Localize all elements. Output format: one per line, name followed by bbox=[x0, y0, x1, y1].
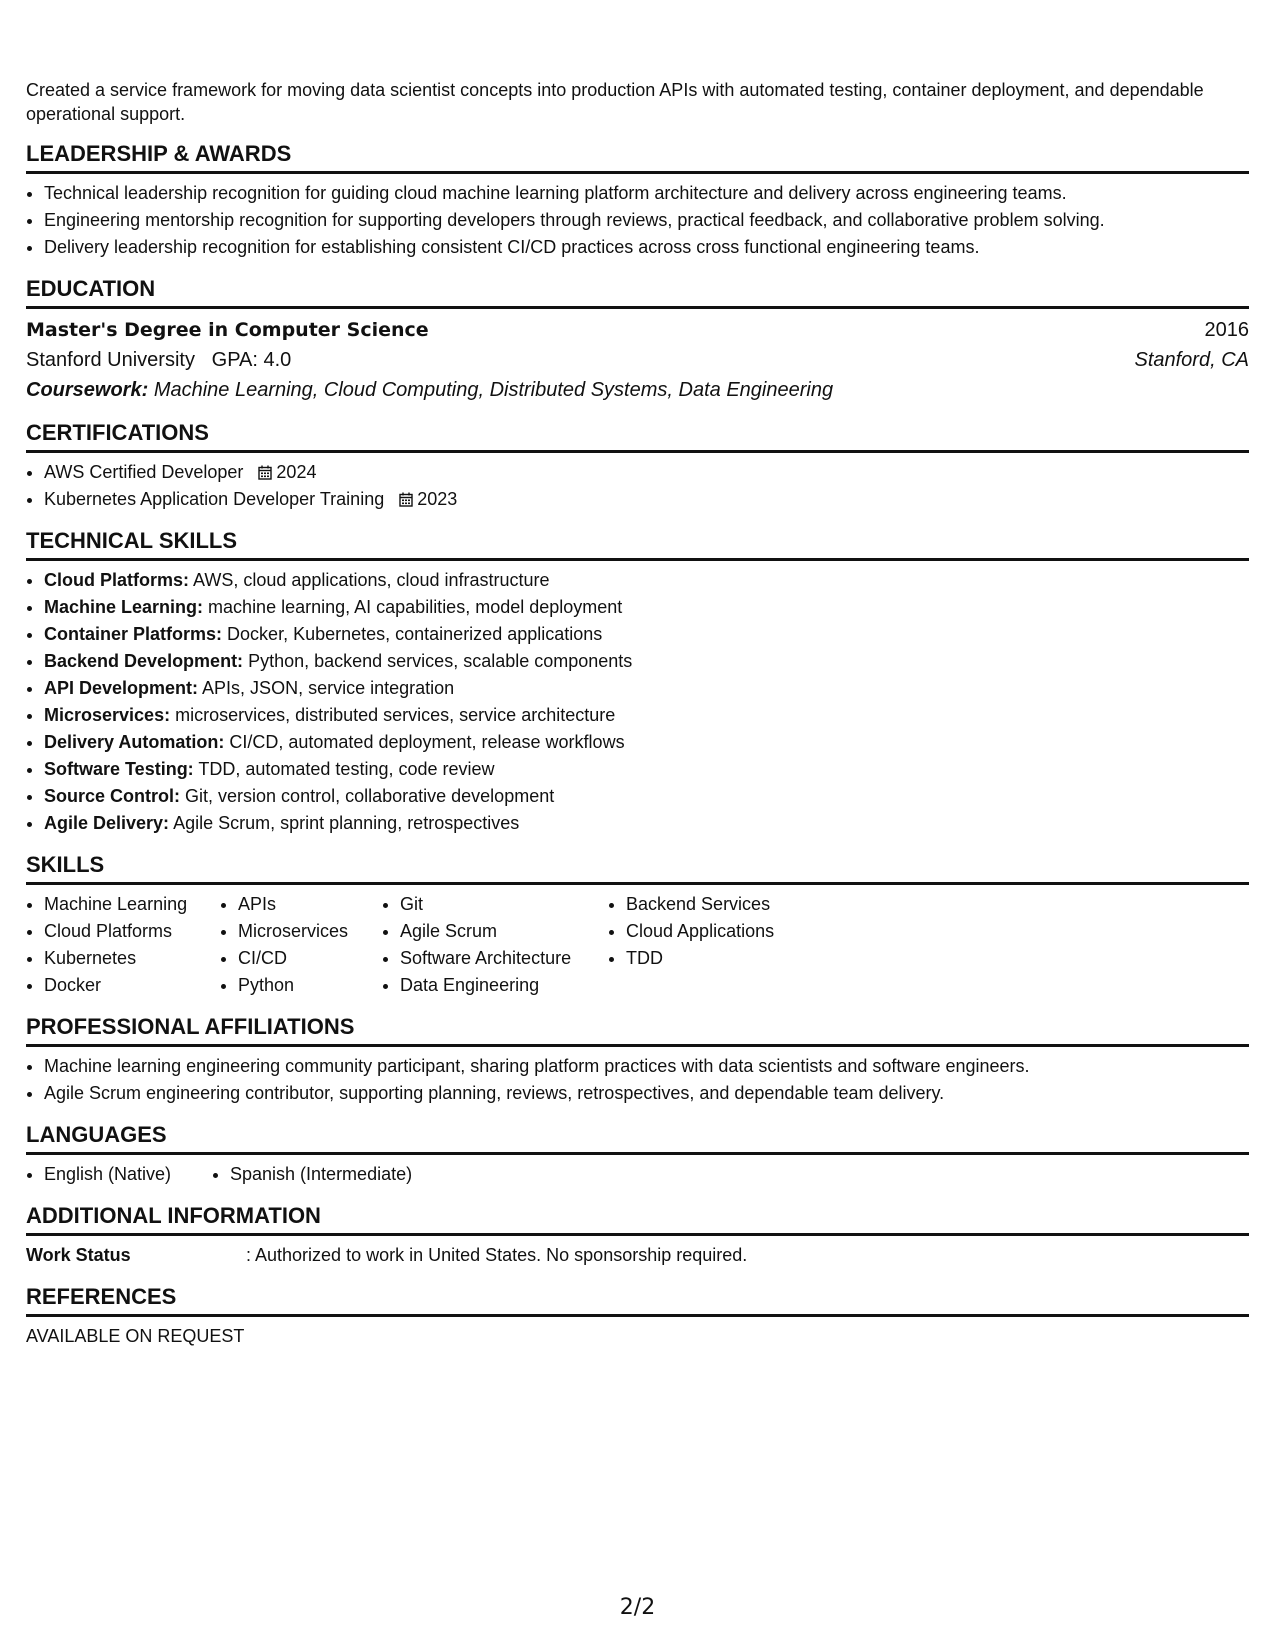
cert-name: AWS Certified Developer bbox=[44, 462, 244, 482]
skill-category: Software Testing: bbox=[44, 759, 194, 779]
skills-column bbox=[608, 891, 774, 999]
list-item: • Technical leadership recognition for guiding cloud machine learning platform architecture and delivery across engineering teams. bbox=[44, 180, 1249, 207]
list-item bbox=[44, 567, 1249, 594]
list-item: • Python bbox=[238, 972, 382, 999]
list-item: • Agile Scrum engineering contributor, supporting planning, reviews, retrospectives, and dependable team delivery. bbox=[44, 1080, 1249, 1107]
list-item: • Engineering mentorship recognition for supporting developers through reviews, practical feedback, and collaborative problem solving. bbox=[44, 207, 1249, 234]
language-list bbox=[26, 1161, 212, 1188]
skill-category: Agile Delivery: bbox=[44, 813, 170, 833]
school-info bbox=[26, 345, 291, 375]
section-title: SKILLS bbox=[26, 851, 1249, 885]
leadership-list bbox=[26, 180, 1249, 261]
section-title: PROFESSIONAL AFFILIATIONS bbox=[26, 1013, 1249, 1047]
list-item: • Git bbox=[400, 891, 608, 918]
list-item: • APIs bbox=[238, 891, 382, 918]
references-section bbox=[26, 1283, 1249, 1350]
list-item bbox=[44, 729, 1249, 756]
languages-section bbox=[26, 1121, 1249, 1188]
list-item bbox=[44, 756, 1249, 783]
skills-grid bbox=[26, 891, 1249, 999]
list-item: • Docker bbox=[44, 972, 220, 999]
leadership-section bbox=[26, 140, 1249, 261]
list-item: • Machine Learning bbox=[44, 891, 220, 918]
skill-values: Git, version control, collaborative development bbox=[185, 786, 555, 806]
gpa: GPA: 4.0 bbox=[211, 349, 292, 371]
list-item: • Delivery leadership recognition for establishing consistent CI/CD practices across cross functional engineering teams. bbox=[44, 234, 1249, 261]
list-item: • TDD bbox=[626, 945, 774, 972]
technical-skills-list bbox=[26, 567, 1249, 837]
skills-column bbox=[220, 891, 382, 999]
list-item: • Data Engineering bbox=[400, 972, 608, 999]
skill-category: Cloud Platforms: bbox=[44, 570, 190, 590]
list-item bbox=[44, 675, 1249, 702]
calendar-icon bbox=[258, 465, 272, 480]
list-item: • Cloud Platforms bbox=[44, 918, 220, 945]
skill-values: APIs, JSON, service integration bbox=[202, 678, 455, 698]
coursework-label: Coursework: bbox=[26, 379, 149, 401]
coursework-list: Machine Learning, Cloud Computing, Distributed Systems, Data Engineering bbox=[153, 379, 834, 401]
affiliations-section bbox=[26, 1013, 1249, 1107]
skill-values: TDD, automated testing, code review bbox=[198, 759, 495, 779]
list-item: • English (Native) bbox=[44, 1161, 212, 1188]
list-item bbox=[44, 459, 1249, 486]
skill-values: machine learning, AI capabilities, model deployment bbox=[208, 597, 623, 617]
list-item bbox=[44, 648, 1249, 675]
calendar-icon bbox=[399, 492, 413, 507]
section-title: LEADERSHIP & AWARDS bbox=[26, 140, 1249, 174]
cert-year: 2024 bbox=[276, 462, 317, 482]
work-status-label: Work Status bbox=[26, 1245, 131, 1265]
list-item: • Spanish (Intermediate) bbox=[230, 1161, 412, 1188]
graduation-year: 2016 bbox=[1204, 319, 1249, 341]
list-item bbox=[44, 783, 1249, 810]
list-item bbox=[44, 621, 1249, 648]
school-location: Stanford, CA bbox=[1134, 349, 1249, 371]
skill-values: Docker, Kubernetes, containerized applications bbox=[227, 624, 603, 644]
section-title: EDUCATION bbox=[26, 275, 1249, 309]
education-detail-row bbox=[26, 345, 1249, 375]
skills-column bbox=[26, 891, 220, 999]
work-status-row bbox=[26, 1242, 1249, 1269]
list-item: • Cloud Applications bbox=[626, 918, 774, 945]
resume-page bbox=[26, 78, 1249, 1350]
skill-values: microservices, distributed services, service architecture bbox=[175, 705, 616, 725]
skill-category: Backend Development: bbox=[44, 651, 244, 671]
page-number: 2/2 bbox=[619, 1595, 656, 1620]
list-item bbox=[44, 594, 1249, 621]
list-item: • Agile Scrum bbox=[400, 918, 608, 945]
skills-column bbox=[382, 891, 608, 999]
list-item: • Software Architecture bbox=[400, 945, 608, 972]
coursework-line bbox=[26, 375, 1249, 405]
list-item: • CI/CD bbox=[238, 945, 382, 972]
certifications-list bbox=[26, 459, 1249, 513]
references-text: AVAILABLE ON REQUEST bbox=[26, 1326, 245, 1346]
skill-category: API Development: bbox=[44, 678, 199, 698]
list-item: • Machine learning engineering community participant, sharing platform practices with data scientists and software engineers. bbox=[44, 1053, 1249, 1080]
skill-values: AWS, cloud applications, cloud infrastructure bbox=[193, 570, 550, 590]
list-item bbox=[44, 810, 1249, 837]
languages-row bbox=[26, 1161, 1249, 1188]
cert-name: Kubernetes Application Developer Training bbox=[44, 489, 385, 509]
skills-section bbox=[26, 851, 1249, 999]
work-status-value: : Authorized to work in United States. No sponsorship required. bbox=[246, 1245, 748, 1265]
certifications-section bbox=[26, 419, 1249, 513]
education-section bbox=[26, 275, 1249, 405]
skill-values: Agile Scrum, sprint planning, retrospectives bbox=[173, 813, 520, 833]
skill-category: Microservices: bbox=[44, 705, 171, 725]
skill-values: CI/CD, automated deployment, release workflows bbox=[229, 732, 625, 752]
language-list bbox=[212, 1161, 412, 1188]
technical-skills-section bbox=[26, 527, 1249, 837]
section-title: LANGUAGES bbox=[26, 1121, 1249, 1155]
school-name: Stanford University bbox=[26, 349, 195, 371]
skill-category: Delivery Automation: bbox=[44, 732, 225, 752]
intro-paragraph: Created a service framework for moving data scientist concepts into production APIs with automated testing, container deployment, and dependable operational support. bbox=[26, 80, 1204, 124]
list-item bbox=[44, 702, 1249, 729]
list-item bbox=[44, 486, 1249, 513]
section-title: ADDITIONAL INFORMATION bbox=[26, 1202, 1249, 1236]
skill-category: Machine Learning: bbox=[44, 597, 204, 617]
section-title: CERTIFICATIONS bbox=[26, 419, 1249, 453]
affiliations-list bbox=[26, 1053, 1249, 1107]
additional-info-section bbox=[26, 1202, 1249, 1269]
skill-category: Container Platforms: bbox=[44, 624, 223, 644]
list-item: • Backend Services bbox=[626, 891, 774, 918]
section-title: REFERENCES bbox=[26, 1283, 1249, 1317]
list-item: • Microservices bbox=[238, 918, 382, 945]
section-title: TECHNICAL SKILLS bbox=[26, 527, 1249, 561]
list-item: • Kubernetes bbox=[44, 945, 220, 972]
education-header-row bbox=[26, 315, 1249, 345]
skill-values: Python, backend services, scalable components bbox=[248, 651, 633, 671]
skill-category: Source Control: bbox=[44, 786, 181, 806]
degree-name: Master's Degree in Computer Science bbox=[26, 319, 429, 341]
cert-year: 2023 bbox=[417, 489, 458, 509]
